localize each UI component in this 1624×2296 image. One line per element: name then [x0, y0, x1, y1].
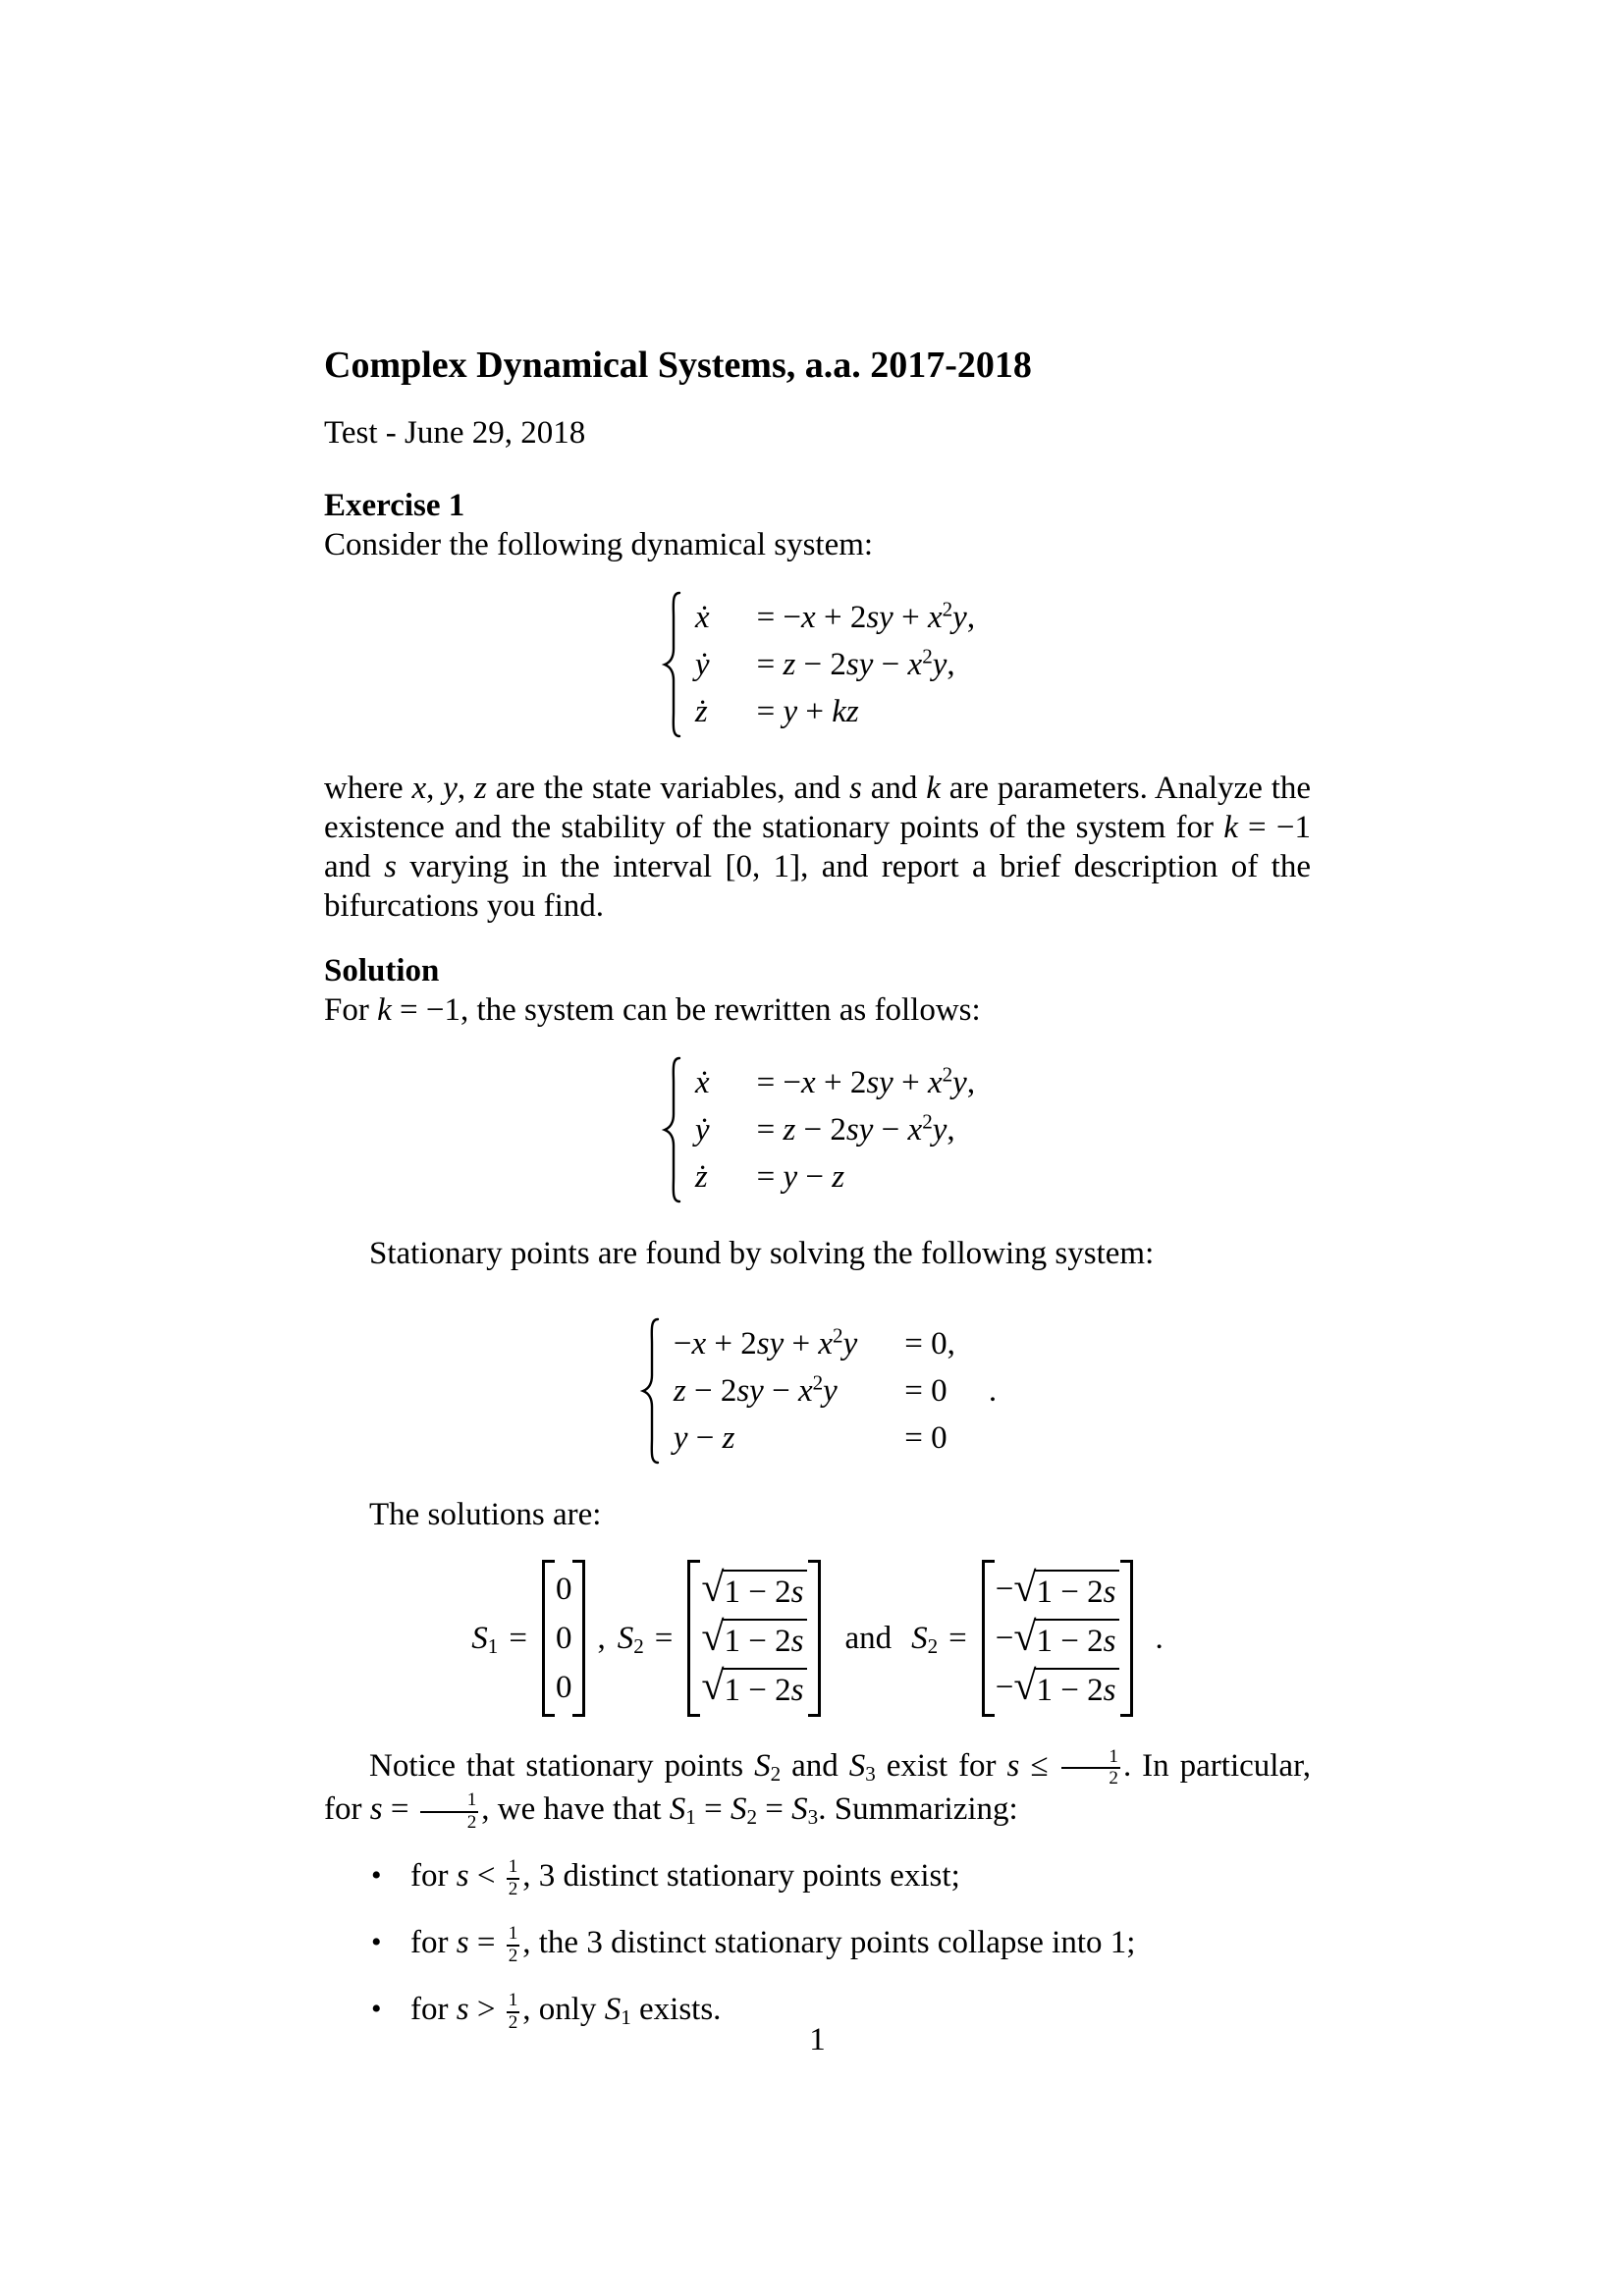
equation-lhs: ż — [694, 1159, 708, 1195]
equation-rhs: = 0 — [904, 1420, 947, 1456]
matrix-row: − √ 1 − 2s — [996, 1663, 1120, 1712]
equation-rhs: = $-x + 2sy + x^2y$, — [756, 1062, 976, 1100]
exercise-statement: where x, y, z are the state variables, and s and k are parameters. Analyze the existence and the stability of the stationary points of the system for k = −1 and s varying in the interval [0, 1], and report a brief description of the bifurcations you find. — [324, 771, 1312, 924]
solution-heading: Solution — [324, 953, 440, 988]
matrix-row: √ 1 − 2s — [701, 1565, 807, 1614]
matrix-row: − √ 1 − 2s — [996, 1565, 1120, 1614]
matrix-s2 — [687, 1560, 821, 1717]
left-curly-brace-icon — [660, 590, 683, 739]
s2-label: $S_2$ = — [617, 1621, 674, 1659]
s3-label: $S_2$ = — [911, 1621, 967, 1659]
equation-rhs: = 0, — [904, 1326, 955, 1362]
left-curly-brace-icon — [660, 1055, 683, 1204]
equation-lhs: ẋ — [694, 1065, 710, 1100]
matrix-row: 0 — [555, 1621, 572, 1656]
equation-period: . — [988, 1373, 998, 1409]
solutions-intro: The solutions are: — [369, 1497, 602, 1532]
radical-icon: √ — [1013, 1566, 1037, 1611]
page-number: 1 — [809, 2022, 826, 2057]
document-title: Complex Dynamical Systems, a.a. 2017-2018 — [324, 345, 1032, 386]
matrix-row: √ 1 − 2s — [701, 1614, 807, 1663]
left-curly-brace-icon — [638, 1316, 662, 1466]
exercise-heading: Exercise 1 — [324, 488, 465, 523]
cases-block — [638, 1316, 955, 1466]
stationary-intro: Stationary points are found by solving the following system: — [369, 1236, 1155, 1271]
matrix-s1 — [542, 1560, 586, 1717]
equation-rhs: = 0 — [904, 1373, 947, 1409]
solutions-equation — [324, 1560, 1311, 1717]
equation-system-1 — [324, 590, 1311, 739]
matrix-row: − √ 1 − 2s — [996, 1614, 1120, 1663]
separator-and: and — [844, 1621, 893, 1656]
radical-icon: √ — [701, 1664, 725, 1709]
equation-rhs: = y + kz — [756, 694, 859, 729]
list-item: • for s > $\frac{1}{2}$ , only $S_1$ exists. — [371, 1990, 1311, 2033]
matrix-row: √ 1 − 2s — [701, 1663, 807, 1712]
equation-grid — [695, 594, 975, 735]
equation-system-2 — [324, 1055, 1311, 1204]
equation-rhs: = $z - 2sy - x^2y$, — [756, 644, 955, 682]
equation-lhs: ż — [694, 694, 708, 729]
radical-icon: √ — [1013, 1664, 1037, 1709]
s1-label: $S_1$ = — [471, 1621, 527, 1659]
summary-list — [371, 1856, 1311, 2033]
equation-system-3 — [324, 1316, 1311, 1466]
equation-rhs: = $z - 2sy - x^2y$, — [756, 1109, 955, 1148]
equation-lhs: $z - 2sy - x^2y$ — [673, 1370, 838, 1409]
matrix-row: 0 — [555, 1572, 572, 1607]
equation-lhs: y − z — [673, 1420, 735, 1456]
cases-block — [660, 590, 975, 739]
radical-icon: √ — [701, 1615, 725, 1660]
separator-comma: , — [597, 1621, 606, 1656]
document-subtitle: Test - June 29, 2018 — [324, 415, 586, 451]
equation-lhs: ẏ — [694, 647, 710, 682]
list-item: • for s = $\frac{1}{2}$ , the 3 distinct stationary points collapse into 1; — [371, 1923, 1311, 1966]
matrix-row: 0 — [555, 1670, 572, 1705]
exercise-intro: Consider the following dynamical system: — [324, 527, 874, 562]
solution-intro: For k = −1, the system can be rewritten as follows: — [324, 992, 981, 1028]
cases-block — [660, 1055, 975, 1204]
equation-lhs: ẋ — [694, 600, 710, 635]
text-column — [324, 344, 1311, 2056]
equation-grid — [674, 1320, 955, 1462]
equation-grid — [695, 1059, 975, 1201]
equation-lhs: $-x + 2sy + x^2y$ — [673, 1323, 858, 1362]
radical-icon: √ — [701, 1566, 725, 1611]
notice-paragraph: Notice that stationary points $S_2$ and $S_3$ exist for s ≤ $\frac{1}{2}$ . In particular, for s = $\frac{1}{2}$ , we have that $S_1 = S_2 = S_3$. Summarizing: — [324, 1745, 1311, 1833]
matrix-s3 — [982, 1560, 1134, 1717]
equation-lhs: ẏ — [694, 1112, 710, 1148]
radical-icon: √ — [1013, 1615, 1037, 1660]
separator-period: . — [1155, 1621, 1164, 1656]
list-item: • for s < $\frac{1}{2}$ , 3 distinct stationary points exist; — [371, 1856, 1311, 1899]
equation-rhs: = $-x + 2sy + x^2y$, — [756, 597, 976, 635]
equation-rhs: = y − z — [756, 1159, 845, 1195]
